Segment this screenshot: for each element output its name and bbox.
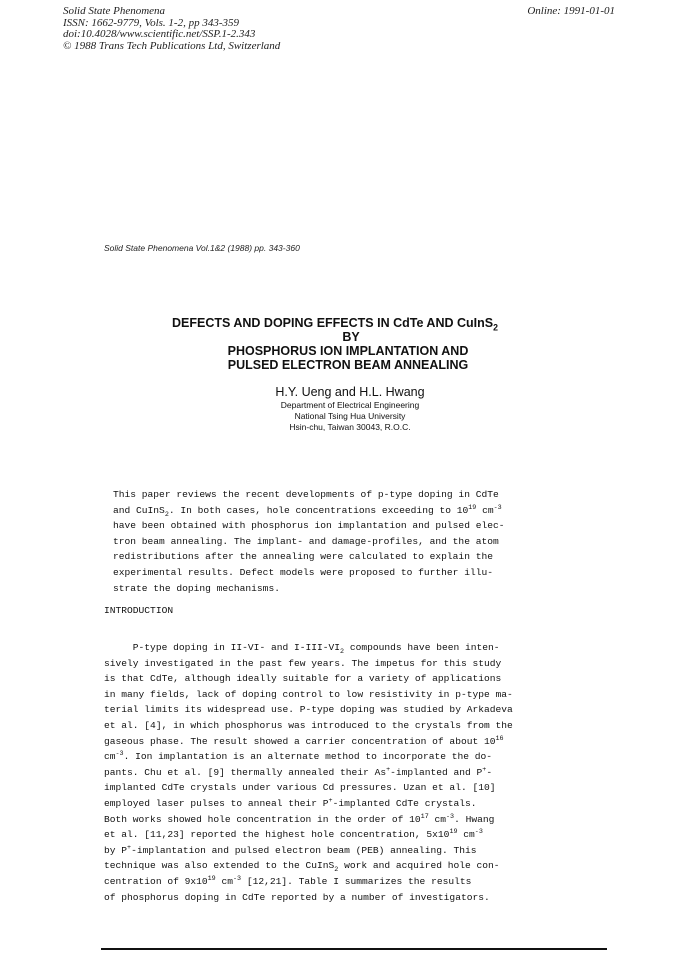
title-line-2: BY	[342, 330, 360, 344]
intro-line: P-type doping in II-VI- and $I-III-VI_2$ compounds have been inten-	[104, 642, 500, 656]
intro-line: in many fields, lack of doping control to low resistivity in p-type ma-	[104, 688, 513, 700]
author-university: National Tsing Hua University	[294, 411, 406, 421]
intro-line: implanted CdTe crystals under various Cd pressures. Uzan et al. [10]	[104, 782, 496, 794]
copyright-line: © 1988 Trans Tech Publications Ltd, Switzerland	[63, 39, 281, 52]
intro-line: gaseous phase. The result showed a carrier concentration of about $10^{16}$	[104, 734, 504, 747]
author-department: Department of Electrical Engineering	[280, 400, 420, 410]
title-line-1: DEFECTS AND DOPING EFFECTS IN CdTe AND CuInS$_2$	[172, 316, 498, 333]
intro-line: $cm^{-3}$. Ion implantation is an alternate method to incorporate the do-	[104, 749, 493, 763]
author-block	[0, 384, 678, 433]
section-heading-introduction: INTRODUCTION	[104, 605, 174, 616]
paper-title	[0, 316, 678, 372]
abstract	[113, 487, 505, 596]
abstract-line: and CuInS$_2$. In both cases, hole concentrations exceeding to $10^{19}$ $cm^{-3}$	[113, 503, 502, 519]
abstract-line: have been obtained with phosphorus ion implantation and pulsed elec-	[113, 520, 505, 532]
intro-line: pants. Chu et al. [9] thermally annealed their As+-implanted and P+-	[104, 765, 493, 778]
intro-line: technique was also extended to the CuInS$_2$ work and acquired hole con-	[104, 860, 500, 875]
intro-line: centration of $9x10^{19}$ $cm^{-3}$ [12,21]. Table I summarizes the results	[104, 874, 472, 887]
intro-line: employed laser pulses to anneal their P+-implanted CdTe crystals.	[104, 796, 477, 809]
abstract-line: strate the doping mechanisms.	[113, 582, 280, 594]
intro-line: et al. [11,23] reported the highest hole concentration, $5x10^{19}$ $cm^{-3}$	[104, 827, 483, 841]
intro-line: et al. [4], in which phosphorus was introduced to the crystals from the	[104, 719, 513, 731]
abstract-line: This paper reviews the recent developments of p-type doping in CdTe	[113, 489, 499, 500]
online-date: Online: 1991-01-01	[527, 5, 615, 17]
journal-name: Solid State Phenomena	[63, 5, 166, 17]
title-line-3: PHOSPHORUS ION IMPLANTATION AND	[227, 344, 469, 358]
introduction-body	[104, 640, 513, 905]
publication-header	[63, 6, 280, 52]
intro-line: is that CdTe, although ideally suitable for a variety of applications	[104, 673, 502, 685]
intro-line: sively investigated in the past few years. The impetus for this study	[104, 657, 502, 669]
journal-reference: Solid State Phenomena Vol.1&2 (1988) pp. 343-360	[104, 243, 300, 253]
doi-link[interactable]: doi:10.4028/www.scientific.net/SSP.1-2.343	[63, 28, 256, 40]
footer-rule	[101, 948, 607, 950]
intro-line: Both works showed hole concentration in the order of $10^{17}$ $cm^{-3}$. Hwang	[104, 812, 495, 825]
title-line-4: PULSED ELECTRON BEAM ANNEALING	[227, 358, 469, 372]
author-names: H.Y. Ueng and H.L. Hwang	[275, 385, 425, 399]
issn-line: ISSN: 1662-9779, Vols. 1-2, pp 343-359	[63, 16, 239, 29]
author-address: Hsin-chu, Taiwan 30043, R.O.C.	[289, 422, 411, 432]
intro-line: of phosphorus doping in CdTe reported by a number of investigators.	[104, 891, 490, 903]
intro-line: by P+-implantation and pulsed electron beam (PEB) annealing. This	[104, 843, 477, 856]
intro-line: terial limits its widespread use. P-type doping was studied by Arkadeva	[104, 704, 513, 716]
abstract-line: tron beam annealing. The implant- and damage-profiles, and the atom	[113, 535, 499, 547]
abstract-line: redistributions after the annealing were calculated to explain the	[113, 551, 493, 563]
abstract-line: experimental results. Defect models were proposed to further illu-	[113, 566, 493, 578]
